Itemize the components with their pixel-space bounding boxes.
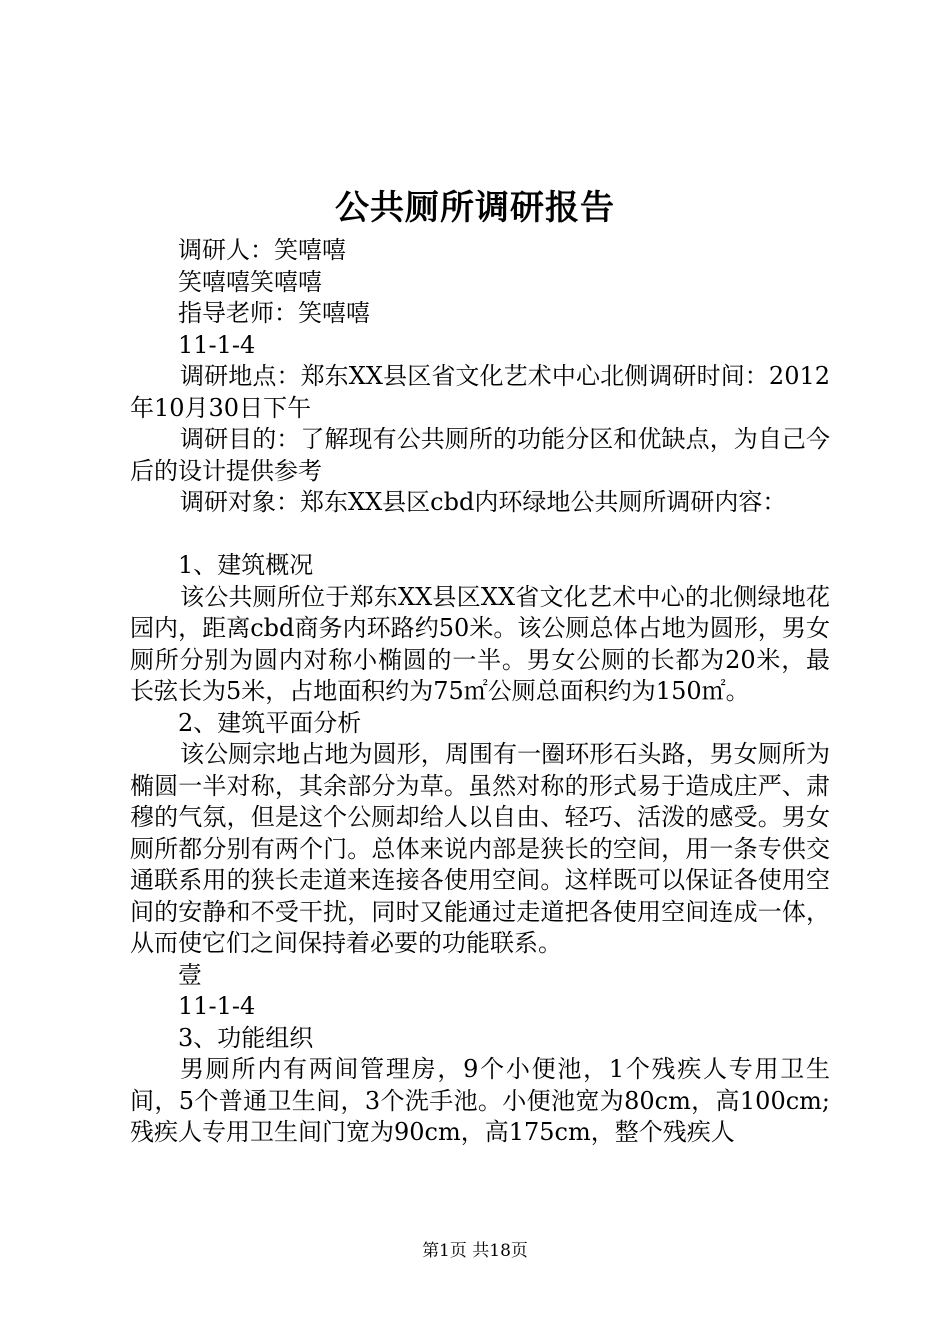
code-line: 11-1-4 [178,330,256,359]
document-body [130,235,830,1149]
blank-line [130,519,830,551]
location-paragraph: 调研地点：郑东XX县区省文化艺术中心北侧调研时间：2012年10月30日下午 [130,362,830,422]
mark-line: 壹 [178,960,202,989]
object-paragraph: 调研对象：郑东XX县区cbd内环绿地公共厕所调研内容： [180,488,787,516]
names-line: 笑嘻嘻笑嘻嘻 [178,267,322,296]
section-heading: 2、建筑平面分析 [178,708,362,737]
page-footer: 第1页 共18页 [422,1241,528,1261]
purpose-paragraph: 调研目的：了解现有公共厕所的功能分区和优缺点，为自己今后的设计提供参考 [130,425,830,485]
researcher-line: 调研人：笑嘻嘻 [178,236,346,264]
code-line: 11-1-4 [178,992,256,1020]
section-paragraph: 该公共厕所位于郑东XX县区XX省文化艺术中心的北侧绿地花园内，距离cbd商务内环路约50米。该公厕总体占地为圆形，男女厕所分别为圆内对称小椭圆的一半。男女公厕的长都为20米，最长弦长为5米，占地面积约为75㎡公厕总面积约为150㎡。 [130,582,830,705]
section-paragraph: 男厕所内有两间管理房，9个小便池，1个残疾人专用卫生间，5个普通卫生间，3个洗手池。小便池宽为80cm，高100cm;残疾人专用卫生间门宽为90cm，高175cm，整个残疾人 [130,1055,830,1146]
advisor-line: 指导老师：笑嘻嘻 [178,299,370,327]
section-heading: 3、功能组织 [178,1023,314,1052]
document-title: 公共厕所调研报告 [335,188,615,228]
section-heading: 1、建筑概况 [178,551,314,579]
section-paragraph: 该公厕宗地占地为圆形，周围有一圈环形石头路，男女厕所为椭圆一半对称，其余部分为草。虽然对称的形式易于造成庄严、肃穆的气氛，但是这个公厕却给人以自由、轻巧、活泼的感受。男女厕所都分别有两个门。总体来说内部是狭长的空间，用一条专供交通联系用的狭长走道来连接各使用空间。这样既可以保证各使用空间的安静和不受干扰，同时又能通过走道把各使用空间连成一体，从而使它们之间保持着必要的功能联系。 [130,740,830,957]
